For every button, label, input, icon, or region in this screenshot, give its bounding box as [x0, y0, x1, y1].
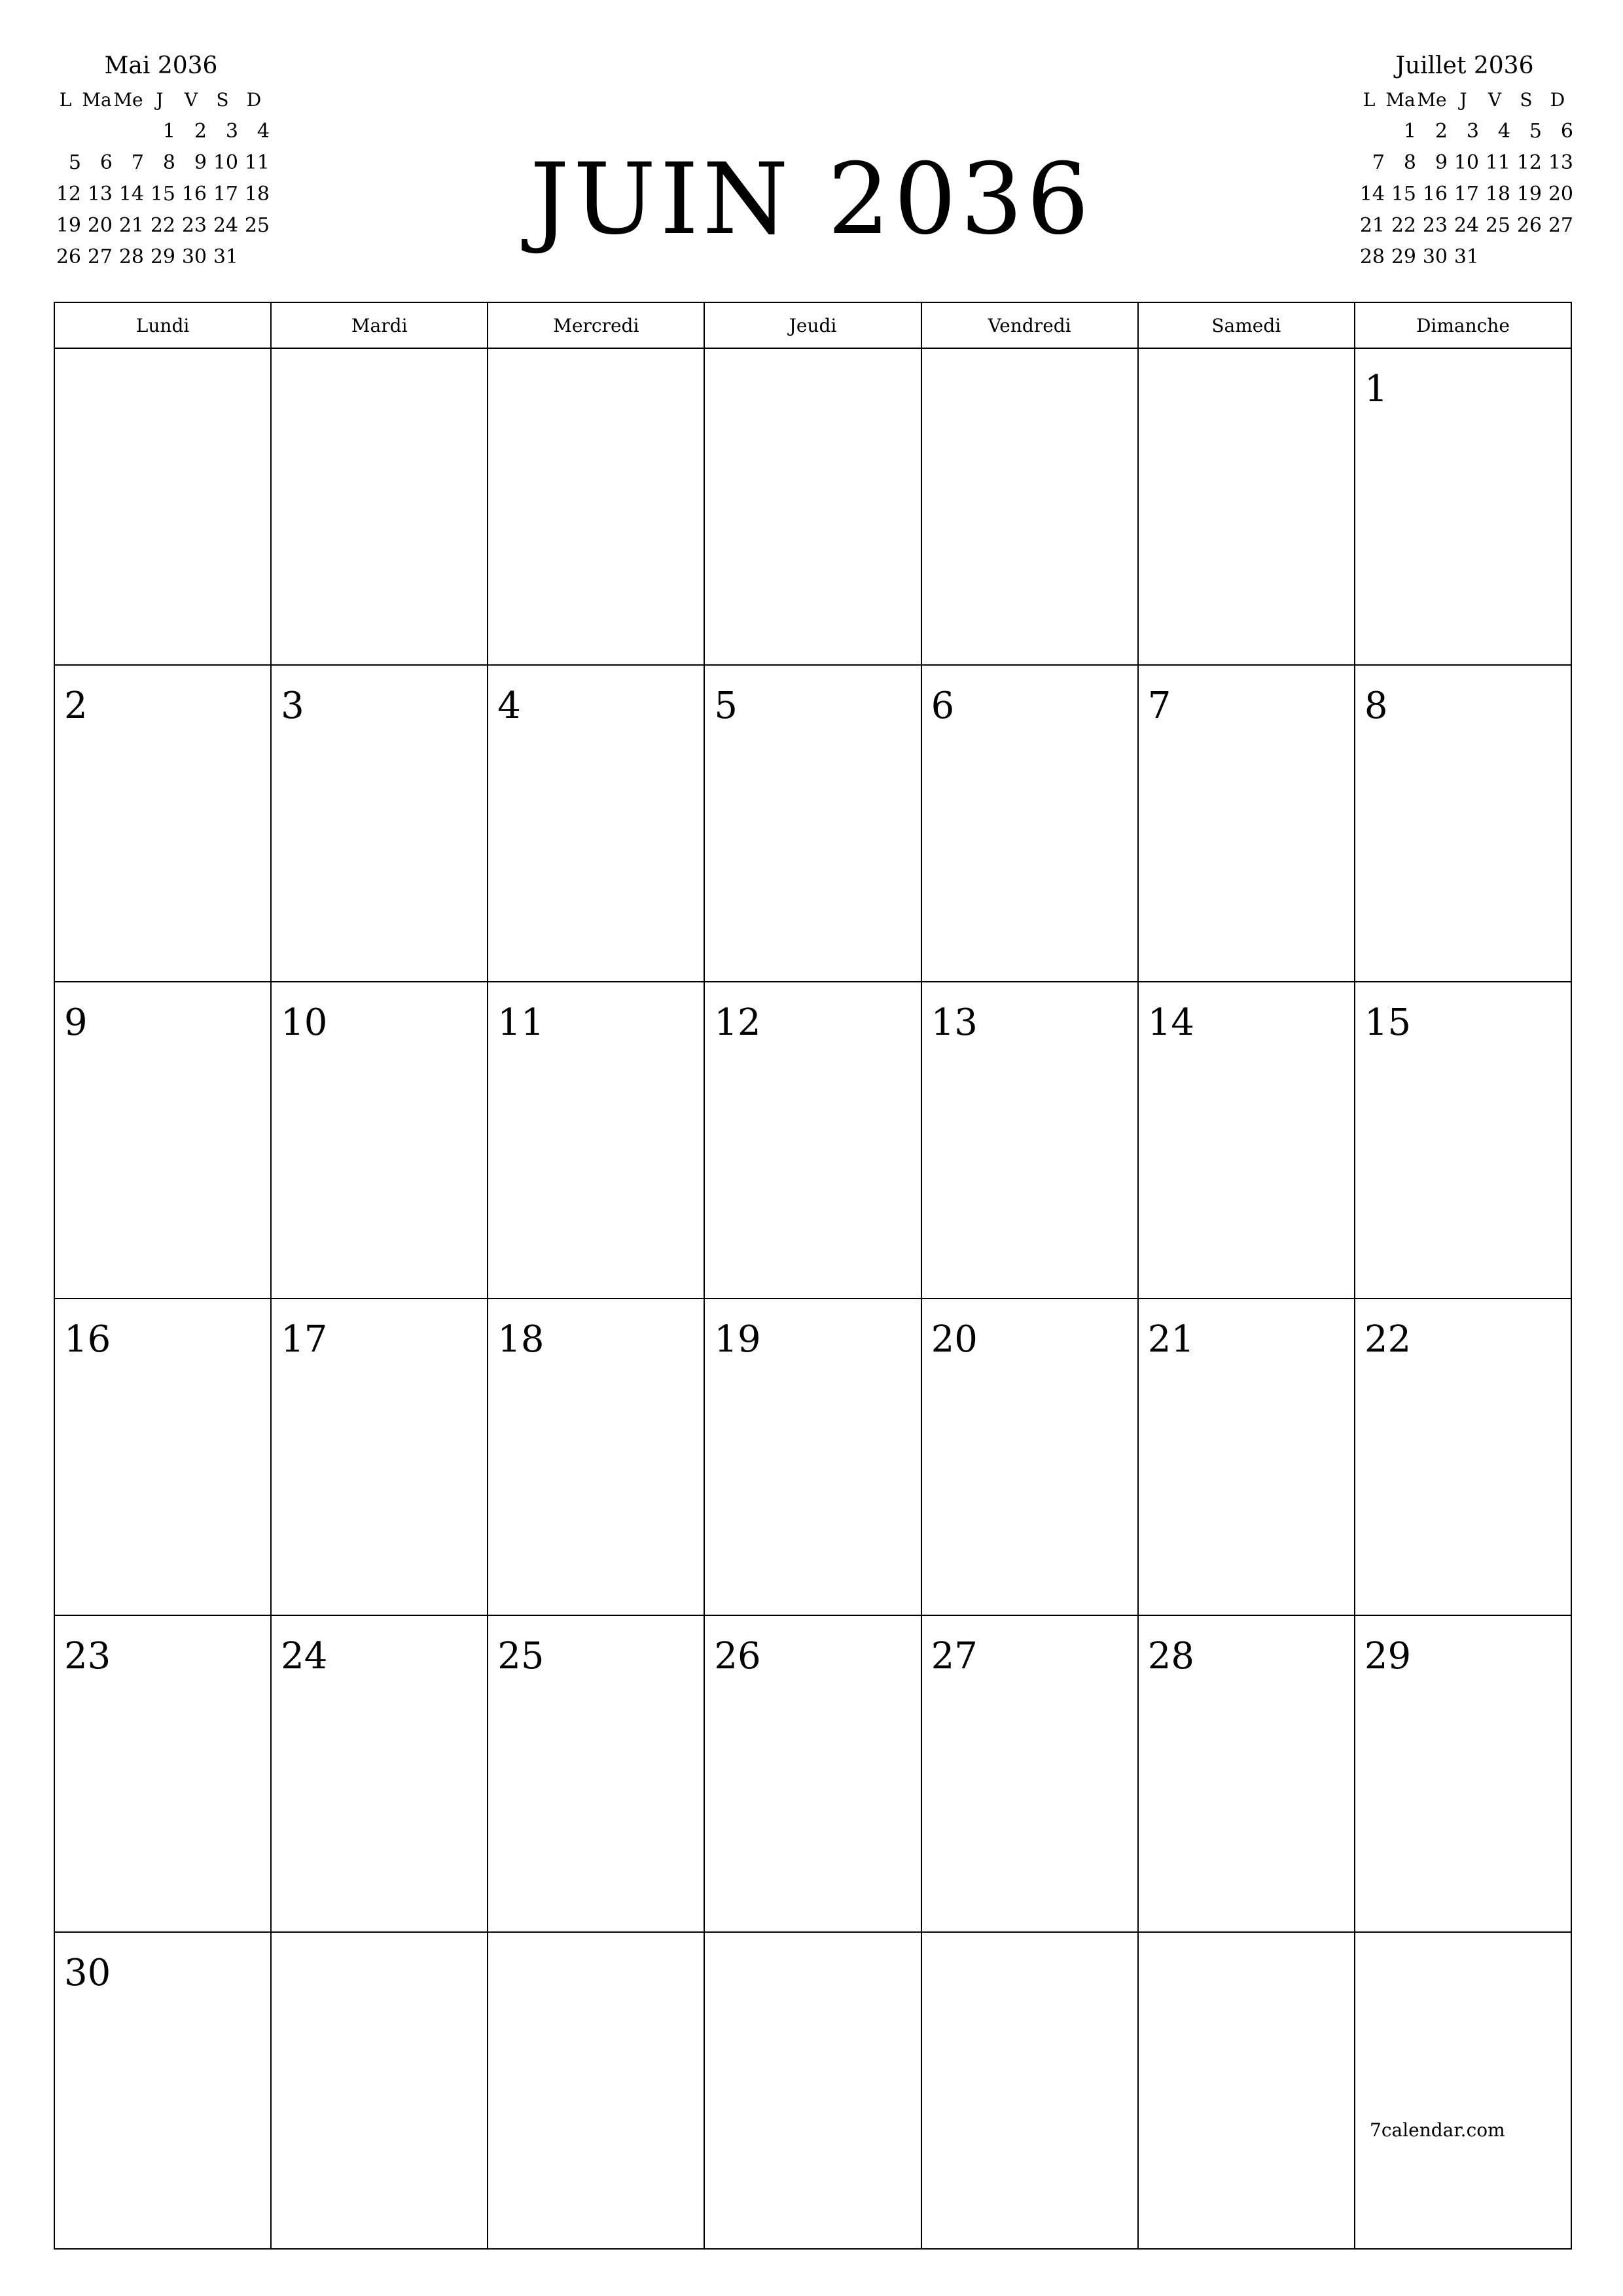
day-number: 1	[1364, 368, 1388, 410]
mini-day: 12	[1516, 151, 1542, 174]
mini-day: 2	[1435, 119, 1448, 143]
day-number: 9	[64, 1001, 88, 1044]
day-cell	[704, 665, 921, 982]
mini-day: 23	[181, 213, 207, 237]
day-cell	[1355, 1932, 1571, 2249]
mini-calendar-title: Mai 2036	[104, 52, 218, 79]
mini-weekday-label: D	[246, 88, 262, 111]
day-cell	[54, 348, 271, 665]
day-cell	[1355, 348, 1571, 665]
mini-day: 9	[1435, 151, 1448, 174]
day-cell	[488, 1932, 704, 2249]
weekday-header: Lundi	[54, 302, 271, 348]
mini-day: 22	[150, 213, 175, 237]
mini-day: 16	[1422, 182, 1448, 206]
mini-day: 19	[1516, 182, 1542, 206]
day-number: 11	[497, 1001, 544, 1044]
day-cell	[54, 982, 271, 1299]
mini-day: 7	[131, 151, 144, 174]
mini-day: 5	[68, 151, 81, 174]
week-row	[54, 1299, 1571, 1615]
day-number: 26	[714, 1635, 761, 1677]
day-number: 23	[64, 1635, 111, 1677]
mini-day: 31	[1454, 245, 1479, 268]
day-number: 29	[1364, 1635, 1412, 1677]
weekday-header: Vendredi	[921, 302, 1138, 348]
month-title: JUIN 2036	[529, 143, 1094, 257]
week-row	[54, 665, 1571, 982]
day-number: 12	[714, 1001, 761, 1044]
mini-day: 1	[162, 119, 175, 143]
mini-weekday-label: L	[1363, 88, 1376, 111]
mini-day: 23	[1422, 213, 1448, 237]
mini-day: 27	[1548, 213, 1573, 237]
mini-day: 8	[162, 151, 175, 174]
day-cell	[488, 1615, 704, 1932]
day-cell	[271, 1615, 488, 1932]
mini-weekday-label: L	[59, 88, 72, 111]
day-number: 2	[64, 685, 88, 727]
mini-day: 22	[1391, 213, 1416, 237]
mini-day: 17	[1454, 182, 1479, 206]
mini-day: 19	[56, 213, 81, 237]
mini-weekday-label: Me	[1417, 88, 1447, 111]
day-cell	[1355, 1299, 1571, 1615]
mini-day	[1479, 241, 1510, 272]
day-cell	[921, 1299, 1138, 1615]
mini-day: 1	[1403, 119, 1416, 143]
mini-day: 24	[1454, 213, 1479, 237]
mini-day: 25	[244, 213, 270, 237]
mini-day: 15	[150, 182, 175, 206]
day-cell	[921, 1932, 1138, 2249]
day-number: 22	[1364, 1318, 1412, 1361]
mini-weekday-label: J	[156, 88, 164, 111]
mini-day: 8	[1403, 151, 1416, 174]
mini-day: 20	[87, 213, 113, 237]
day-number: 24	[281, 1635, 328, 1677]
mini-calendar-title: Juillet 2036	[1395, 52, 1534, 79]
day-number: 7	[1147, 685, 1171, 727]
day-cell	[921, 665, 1138, 982]
mini-day: 29	[150, 245, 175, 268]
day-number: 13	[931, 1001, 978, 1044]
weekday-header-row	[54, 302, 1571, 348]
day-cell	[1138, 1615, 1355, 1932]
day-cell	[54, 1299, 271, 1615]
day-cell	[704, 1299, 921, 1615]
mini-day: 21	[118, 213, 144, 237]
day-cell	[54, 665, 271, 982]
day-cell	[1138, 1299, 1355, 1615]
weekday-header: Jeudi	[704, 302, 921, 348]
day-cell	[54, 1615, 271, 1932]
weekday-header: Dimanche	[1355, 302, 1571, 348]
mini-day: 20	[1548, 182, 1573, 206]
mini-day: 28	[118, 245, 144, 268]
weekday-header: Mercredi	[488, 302, 704, 348]
mini-day: 14	[118, 182, 144, 206]
mini-day: 14	[1359, 182, 1385, 206]
mini-day: 21	[1359, 213, 1385, 237]
day-cell	[271, 665, 488, 982]
day-cell	[1355, 1615, 1571, 1932]
mini-day: 6	[1560, 119, 1573, 143]
mini-day: 30	[181, 245, 207, 268]
weekday-header: Samedi	[1138, 302, 1355, 348]
mini-day: 28	[1359, 245, 1385, 268]
mini-weekday-label: S	[216, 88, 229, 111]
day-number: 21	[1147, 1318, 1194, 1361]
mini-calendar-next-month	[1353, 51, 1576, 272]
day-cell	[488, 348, 704, 665]
day-cell	[1138, 665, 1355, 982]
mini-day: 18	[1485, 182, 1510, 206]
mini-weekday-label: Ma	[82, 88, 112, 111]
day-number: 19	[714, 1318, 761, 1361]
mini-day: 12	[56, 182, 81, 206]
mini-day: 16	[181, 182, 207, 206]
mini-day: 4	[1497, 119, 1510, 143]
day-cell	[1138, 348, 1355, 665]
mini-day: 27	[87, 245, 113, 268]
day-number: 28	[1147, 1635, 1194, 1677]
day-number: 8	[1364, 685, 1388, 727]
week-row	[54, 1932, 1571, 2249]
mini-weekday-label: S	[1520, 88, 1533, 111]
day-number: 16	[64, 1318, 111, 1361]
mini-day: 4	[257, 119, 270, 143]
day-cell	[271, 1299, 488, 1615]
week-row	[54, 348, 1571, 665]
day-cell	[704, 1615, 921, 1932]
day-cell	[1355, 982, 1571, 1299]
mini-day: 13	[87, 182, 113, 206]
mini-weekday-label: V	[1488, 88, 1502, 111]
day-cell	[921, 1615, 1138, 1932]
mini-day: 15	[1391, 182, 1416, 206]
day-number: 15	[1364, 1001, 1412, 1044]
day-number: 5	[714, 685, 738, 727]
mini-day: 5	[1529, 119, 1542, 143]
mini-day: 29	[1391, 245, 1416, 268]
day-cell	[1138, 982, 1355, 1299]
weekday-header: Mardi	[271, 302, 488, 348]
day-cell	[271, 1932, 488, 2249]
day-cell	[921, 982, 1138, 1299]
mini-day: 18	[244, 182, 270, 206]
mini-day: 2	[194, 119, 207, 143]
day-number: 17	[281, 1318, 328, 1361]
day-cell	[488, 1299, 704, 1615]
mini-day: 3	[225, 119, 238, 143]
day-number: 25	[497, 1635, 544, 1677]
day-cell	[271, 982, 488, 1299]
mini-calendar-grid	[1353, 84, 1576, 272]
mini-day: 6	[99, 151, 113, 174]
mini-day: 11	[1485, 151, 1510, 174]
mini-day: 7	[1372, 151, 1385, 174]
mini-day: 3	[1466, 119, 1479, 143]
day-number: 27	[931, 1635, 978, 1677]
day-cell	[921, 348, 1138, 665]
day-number: 3	[281, 685, 304, 727]
month-grid	[54, 302, 1572, 2250]
day-cell	[1355, 665, 1571, 982]
mini-day: 11	[244, 151, 270, 174]
mini-day: 9	[194, 151, 207, 174]
mini-day	[1542, 241, 1573, 272]
day-number: 6	[931, 685, 955, 727]
mini-weekday-label: J	[1459, 88, 1467, 111]
day-number: 10	[281, 1001, 328, 1044]
site-credit: 7calendar.com	[1370, 2119, 1505, 2141]
day-cell	[704, 1932, 921, 2249]
mini-weekday-label: Ma	[1385, 88, 1416, 111]
day-cell	[488, 665, 704, 982]
mini-day: 26	[56, 245, 81, 268]
mini-day: 13	[1548, 151, 1573, 174]
mini-weekday-label: Me	[113, 88, 143, 111]
mini-day	[1510, 241, 1542, 272]
day-number: 14	[1147, 1001, 1194, 1044]
day-cell	[488, 982, 704, 1299]
day-cell	[1138, 1932, 1355, 2249]
mini-weekday-label: V	[184, 88, 198, 111]
day-cell	[704, 348, 921, 665]
week-row	[54, 982, 1571, 1299]
day-cell	[704, 982, 921, 1299]
mini-day: 31	[213, 245, 238, 268]
mini-day: 26	[1516, 213, 1542, 237]
mini-day: 30	[1422, 245, 1448, 268]
day-cell	[271, 348, 488, 665]
week-row	[54, 1615, 1571, 1932]
mini-day: 10	[213, 151, 238, 174]
mini-day: 25	[1485, 213, 1510, 237]
mini-day	[1353, 115, 1385, 147]
mini-day: 24	[213, 213, 238, 237]
day-cell	[54, 1932, 271, 2249]
day-number: 30	[64, 1952, 111, 1994]
mini-day: 10	[1454, 151, 1479, 174]
mini-day: 17	[213, 182, 238, 206]
day-number: 4	[497, 685, 521, 727]
day-number: 18	[497, 1318, 544, 1361]
day-number: 20	[931, 1318, 978, 1361]
mini-weekday-label: D	[1550, 88, 1565, 111]
